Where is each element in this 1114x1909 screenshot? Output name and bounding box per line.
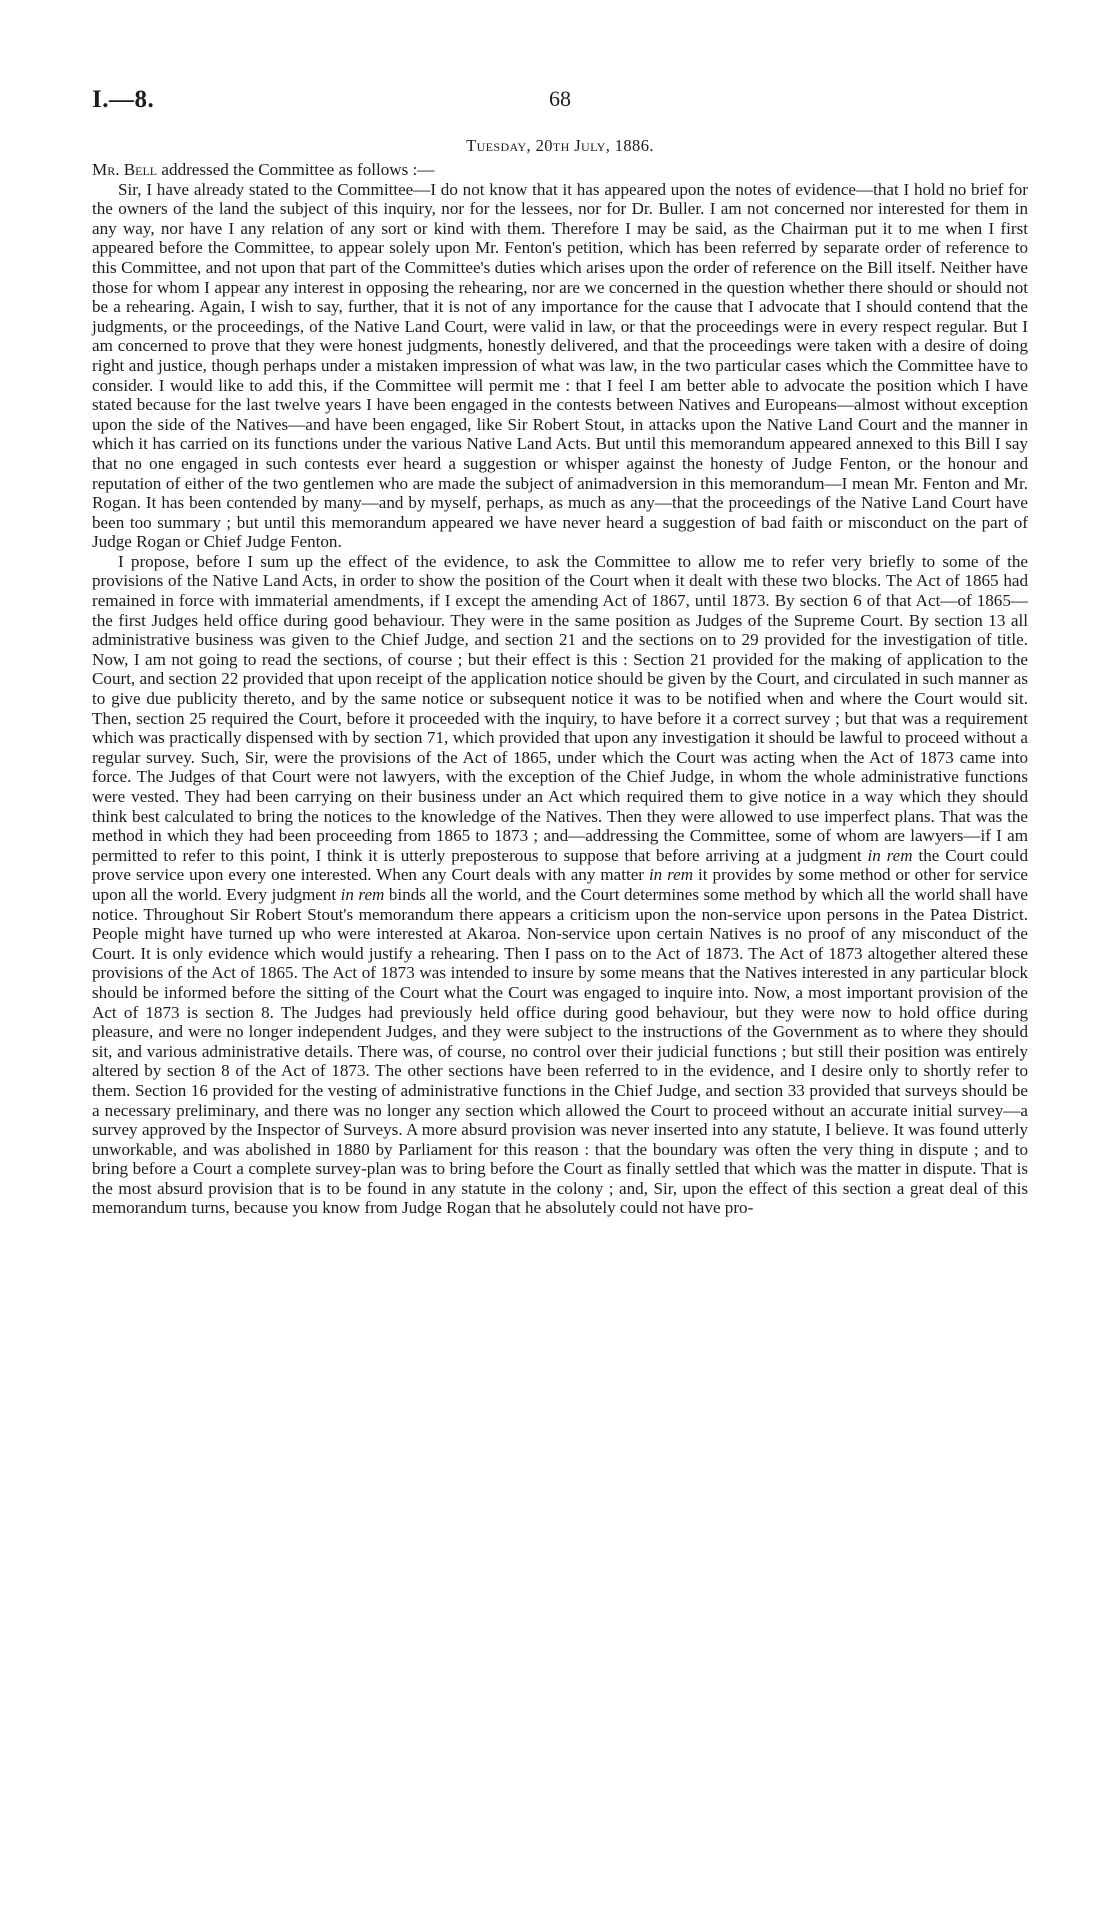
intro-line <box>92 160 1028 180</box>
italic-text-run: in rem <box>648 865 694 885</box>
text-run: Sir, I have already stated to the Committee—I do not know that it has appeared upon the notes of evidence—that I hold no brief for the owners of the land the subject of this inquiry, nor for the lessees, nor for Dr. Buller. I am not concerned nor interested for them in any way, nor have I any relation of any sort or kind with them. Therefore I may be said, as the Chairman put it to me when I first appeared before the Committee, to appear solely upon Mr. Fenton's petition, which has been referred by separate order of reference to this Committee, and not upon that part of the Committee's duties which arises upon the order of reference on the Bill itself. Neither have those for whom I appear any interest in opposing the rehearing, nor are we concerned in the question whether there should or should not be a rehearing. Again, I wish to say, further, that it is not of any importance for the cause that I advocate that I should contend that the judgments, or the proceedings, of the Native Land Court, were valid in law, or that the proceedings were in every respect regular. But I am concerned to prove that they were honest judgments, honestly delivered, and that the proceedings were taken with a desire of doing right and justice, though perhaps under a mistaken impression of what was law, in the two particular cases which the Committee have to consider. I would like to add this, if the Committee will permit me : that I feel I am better able to advocate the position which I have stated because for the last twelve years I have been engaged in the contests between Natives and Europeans—almost without exception upon the side of the Natives—and have been engaged, like Sir Robert Stout, in attacks upon the Native Land Court and the manner in which it has carried on its functions under the various Native Land Acts. But until this memorandum appeared annexed to this Bill I say that no one engaged in such contests ever heard a suggestion or whisper against the honesty of Judge Fenton, or the honour and reputation of either of the two gentlemen who are made the subject of animadversion in this memorandum—I mean Mr. Fenton and Mr. Rogan. It has been contended by many—and by myself, perhaps, as much as any—that the proceedings of the Native Land Court have been too summary ; but until this memorandum appeared we have never heard a suggestion of bad faith or misconduct on the part of Judge Rogan or Chief Judge Fenton. <box>92 179 1028 552</box>
intro-text: addressed the Committee as follows :— <box>157 160 435 179</box>
italic-text-run: in rem <box>867 845 913 865</box>
page-header <box>92 86 1028 120</box>
document-page <box>92 86 1028 1218</box>
document-reference: I.—8. <box>92 86 155 113</box>
speaker-name: Mr. Bell <box>92 160 158 179</box>
page-number: 68 <box>549 86 571 111</box>
italic-text-run: in rem <box>340 884 385 904</box>
session-date: Tuesday, 20th July, 1886. <box>466 136 654 155</box>
text-run: the Court could prove service upon every one interested. When any Court deals with any matter <box>92 845 1028 885</box>
text-run: I propose, before I sum up the effect of the evidence, to ask the Committee to allow me to refer very briefly to some of the provisions of the Native Land Acts, in order to show the position of the Court when it dealt with these two blocks. The Act of 1865 had remained in force with immaterial amendments, if I except the amending Act of 1867, until 1873. By section 6 of that Act—of 1865—the first Judges held office during good behaviour. They were in the same position as Judges of the Supreme Court. By section 13 all administrative business was given to the Chief Judge, and section 21 and the sections on to 29 provided for the investigation of title. Now, I am not going to read the sections, of course ; but their effect is this : Section 21 provided for the making of application to the Court, and section 22 provided that upon receipt of the application notice should be given by the Court, and circulated in such manner as to give due publicity thereto, and by the same notice or subsequent notice it was to be notified when and where the Court would sit. Then, section 25 required the Court, before it proceeded with the inquiry, to have before it a correct survey ; but that was a requirement which was practically dispensed with by section 71, which provided that upon any investigation it should be lawful to proceed without a regular survey. Such, Sir, were the provisions of the Act of 1865, under which the Court was acting when the Act of 1873 came into force. The Judges of that Court were not lawyers, with the exception of the Chief Judge, in whom the whole administrative functions were vested. They had been carrying on their business under an Act which required them to give notice in a way which they should think best calculated to bring the notices to the knowledge of the Natives. Then they were allowed to use imperfect plans. That was the method in which they had been proceeding from 1865 to 1873 ; and—addressing the Committee, some of whom are lawyers—if I am permitted to refer to this point, I think it is utterly preposterous to suppose that before arriving at a judgment <box>92 551 1028 865</box>
body-text <box>92 160 1028 1218</box>
text-run: binds all the world, and the Court determines some method by which all the world shall have notice. Throughout Sir Robert Stout's memorandum there appears a criticism upon the non-service upon persons in the Patea District. People might have turned up who were interested at Akaroa. Non-service upon certain Natives is no proof of any misconduct of the Court. It is only evidence which would justify a rehearing. Then I pass on to the Act of 1873. The Act of 1873 altogether altered these provisions of the Act of 1865. The Act of 1873 was intended to insure by some means that the Natives interested in any particular block should be informed before the sitting of the Court what the Court was engaged to inquire into. Now, a most important provision of the Act of 1873 is section 8. The Judges had previously held office during good behaviour, but they were now to hold office during pleasure, and were no longer independent Judges, and they were subject to the instructions of the Government as to where they should sit, and various administrative details. There was, of course, no control over their judicial functions ; but still their position was entirely altered by section 8 of the Act of 1873. The other sections have been referred to in the evidence, and I desire only to shortly refer to them. Section 16 provided for the vesting of administrative functions in the Chief Judge, and section 33 provided that surveys should be a necessary preliminary, and there was no longer any section which allowed the Court to proceed without an accurate initial survey—a survey approved by the Inspector of Surveys. A more absurd provision was never inserted into any statute, I believe. It was found utterly unworkable, and was abolished in 1880 by Parliament for this reason : that the boundary was often the very thing in dispute ; and to bring before a Court a complete survey-plan was to bring before the Court as finally settled that which was the matter in dispute. That is the most absurd provision that is to be found in any statute in the colony ; and, Sir, upon the effect of this section a great deal of this memorandum turns, because you know from Judge Rogan that he absolutely could not have pro- <box>92 884 1028 1218</box>
paragraph <box>92 552 1028 1218</box>
text-run: it provides by some method or other for service upon all the world. Every judgment <box>92 865 1028 904</box>
paragraph <box>92 180 1028 552</box>
